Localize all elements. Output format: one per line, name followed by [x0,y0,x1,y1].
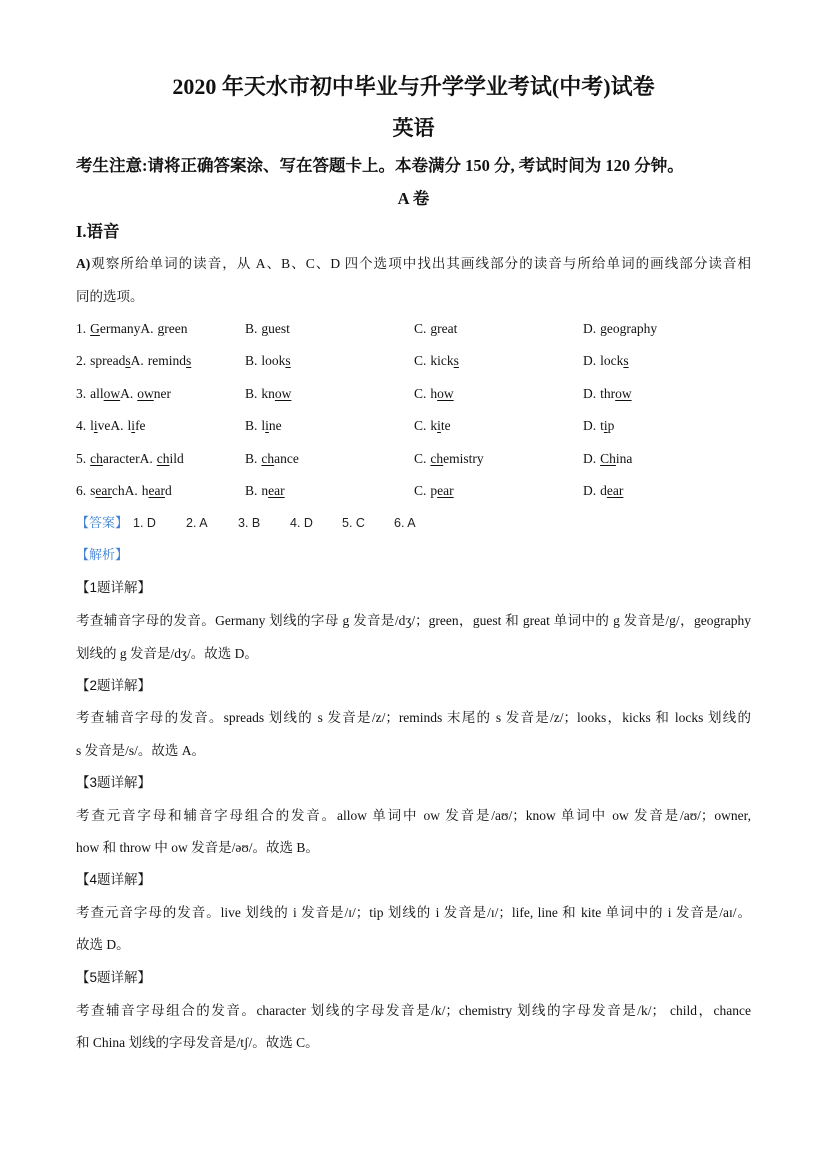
word-part: emistry [443,451,484,466]
underlined-part: s [186,353,192,368]
answer-item: 2. A [186,516,208,530]
underlined-part: i [437,418,441,433]
exam-title: 2020 年天水市初中毕业与升学学业考试(中考)试卷 [172,74,655,99]
underlined-part: s [285,353,291,368]
question-row [0,481,827,501]
word-part: l [90,418,94,433]
word-part: look [261,353,286,368]
word-part: ermany [99,321,141,336]
word-part: remind [147,353,186,368]
word-part: ance [274,451,299,466]
underlined-part: ow [137,386,154,401]
option-label: B. [245,418,258,433]
question-stem [76,449,184,469]
option-label: A. [130,353,144,368]
option-d [583,481,623,501]
word-part: ina [615,451,633,466]
question-row [0,351,827,371]
question-row [0,384,827,404]
word-part: d [600,483,607,498]
option-d [583,449,632,469]
underlined-part: ear [148,483,165,498]
option-b [245,319,290,339]
option-label: A. [110,418,124,433]
option-label: D. [583,483,597,498]
word-part: n [261,483,269,498]
underlined-part: g [430,321,438,336]
underlined-part: i [93,418,98,433]
underlined-part: ear [268,483,285,498]
option-label: D. [583,353,597,368]
option-label: D. [583,321,597,336]
word-part: d [164,483,172,498]
section-title: I.语音 [76,222,120,241]
word-part: lock [600,353,624,368]
volume-title: A 卷 [397,189,430,208]
word-part: kick [430,353,454,368]
exam-notice: 考生注意:请将正确答案涂、写在答题卡上。本卷满分 150 分, 考试时间为 120 分钟。 [76,156,684,175]
answer-item: 6. A [394,516,416,530]
question-number: 4. [76,418,87,433]
option-label: D. [583,386,597,401]
underlined-part: ch [156,451,170,466]
option-label: A. [139,451,153,466]
option-b [245,416,282,436]
question-row [0,416,827,436]
underlined-part: ear [437,483,454,498]
answer-item: 3. B [238,516,261,530]
word-part: p [430,483,438,498]
option-label: B. [245,321,258,336]
word-part: spread [90,353,126,368]
instruction-prefix: A) [76,256,91,271]
word-part: p [607,418,615,433]
question-number: 6. [76,483,87,498]
question-number: 2. [76,353,87,368]
answer-item: 1. D [133,516,156,530]
analysis-label: 【解析】 [76,547,129,562]
word-part: eography [606,321,658,336]
detail-line: 考查辅音字母的发音。spreads 划线的 s 发音是/z/；reminds 末尾的 s 发音是/z/；looks，kicks 和 locks 划线的 [76,710,751,725]
option-b [245,351,291,371]
detail-line: 故选 D。 [76,937,130,952]
detail-heading: 【4题详解】 [76,872,152,887]
option-label: C. [414,418,427,433]
option-label: C. [414,353,427,368]
word-part: ild [169,451,184,466]
detail-line: 考查辅音字母组合的发音。character 划线的字母发音是/k/；chemistry 划线的字母发音是/k/； child，chance [76,1003,751,1018]
answer-row [0,513,827,533]
word-part: ch [111,483,125,498]
question-stem [76,481,172,501]
option-b [245,449,299,469]
question-number: 1. [76,321,87,336]
option-label: B. [245,451,258,466]
option-label: B. [245,353,258,368]
underlined-part: s [453,353,459,368]
word-part: all [90,386,104,401]
option-d [583,384,632,404]
underlined-part: i [265,418,269,433]
detail-line: 考查元音字母的发音。live 划线的 i 发音是/ɪ/；tip 划线的 i 发音是/ɪ/；life, line 和 kite 单词中的 i 发音是/aɪ/。 [76,905,751,920]
option-b [245,481,285,501]
detail-heading: 【3题详解】 [76,775,152,790]
option-label: C. [414,483,427,498]
word-part: kn [261,386,275,401]
word-part: h [430,386,438,401]
word-part: h [141,483,149,498]
question-stem [76,319,187,339]
detail-heading: 【5题详解】 [76,970,152,985]
detail-heading: 【1题详解】 [76,580,152,595]
detail-heading: 【2题详解】 [76,678,152,693]
instruction-line: 同的选项。 [76,289,144,304]
question-row [0,449,827,469]
underlined-part: Ch [600,451,616,466]
option-c [414,351,459,371]
word-part: ne [268,418,282,433]
underlined-part: s [623,353,629,368]
instruction-line [76,254,751,274]
question-number: 5. [76,451,87,466]
word-part: reat [437,321,458,336]
word-part: k [430,418,438,433]
option-b [245,384,291,404]
underlined-part: s [125,353,131,368]
underlined-part: ow [615,386,632,401]
question-stem [76,416,146,436]
word-part: thr [600,386,616,401]
underlined-part: ch [430,451,444,466]
underlined-part: i [603,418,608,433]
answer-label: 【答案】 [76,515,129,530]
option-c [414,481,454,501]
question-row [0,319,827,339]
underlined-part: i [131,418,136,433]
word-part: uest [268,321,290,336]
detail-line: how 和 throw 中 ow 发音是/əʊ/。故选 B。 [76,840,319,855]
option-label: B. [245,483,258,498]
underlined-part: ow [274,386,292,401]
instruction-text: 观察所给单词的读音，从 A、B、C、D 四个选项中找出其画线部分的读音与所给单词的画线部分读音相 [90,256,751,271]
word-part: ve [97,418,111,433]
option-label: C. [414,321,427,336]
underlined-part: ow [437,386,454,401]
option-label: C. [414,386,427,401]
underlined-part: g [600,321,607,336]
word-part: t [600,418,604,433]
question-stem [76,351,191,371]
answer-item: 5. C [342,516,365,530]
answer-item: 4. D [290,516,313,530]
option-label: D. [583,451,597,466]
question-number: 3. [76,386,87,401]
detail-line: s 发音是/s/。故选 A。 [76,743,206,758]
subject-title: 英语 [392,116,435,140]
option-c [414,416,451,436]
word-part: l [127,418,132,433]
underlined-part: G [90,321,100,336]
question-stem [76,384,171,404]
word-part: aracter [102,451,140,466]
underlined-part: ear [95,483,112,498]
underlined-part: ch [90,451,103,466]
option-label: D. [583,418,597,433]
word-part: ner [153,386,171,401]
detail-line: 划线的 g 发音是/dʒ/。故选 D。 [76,646,258,661]
option-c [414,384,454,404]
option-d [583,416,614,436]
option-c [414,449,484,469]
word-part: s [90,483,96,498]
underlined-part: g [157,321,165,336]
option-label: A. [124,483,138,498]
word-part: te [440,418,451,433]
word-part: l [261,418,266,433]
underlined-part: ch [261,451,275,466]
option-label: C. [414,451,427,466]
detail-line: 考查辅音字母的发音。Germany 划线的字母 g 发音是/dʒ/；green，guest 和 great 单词中的 g 发音是/g/，geography [76,613,751,628]
underlined-part: ow [103,386,121,401]
word-part: fe [135,418,146,433]
option-d [583,351,629,371]
option-label: A. [120,386,134,401]
detail-line: 和 China 划线的字母发音是/tʃ/。故选 C。 [76,1035,319,1050]
option-label: A. [140,321,154,336]
underlined-part: ear [606,483,624,498]
underlined-part: g [261,321,269,336]
option-d [583,319,657,339]
option-label: B. [245,386,258,401]
option-c [414,319,457,339]
word-part: reen [164,321,188,336]
detail-line: 考查元音字母和辅音字母组合的发音。allow 单词中 ow 发音是/aʊ/；know 单词中 ow 发音是/aʊ/；owner, [76,808,751,823]
